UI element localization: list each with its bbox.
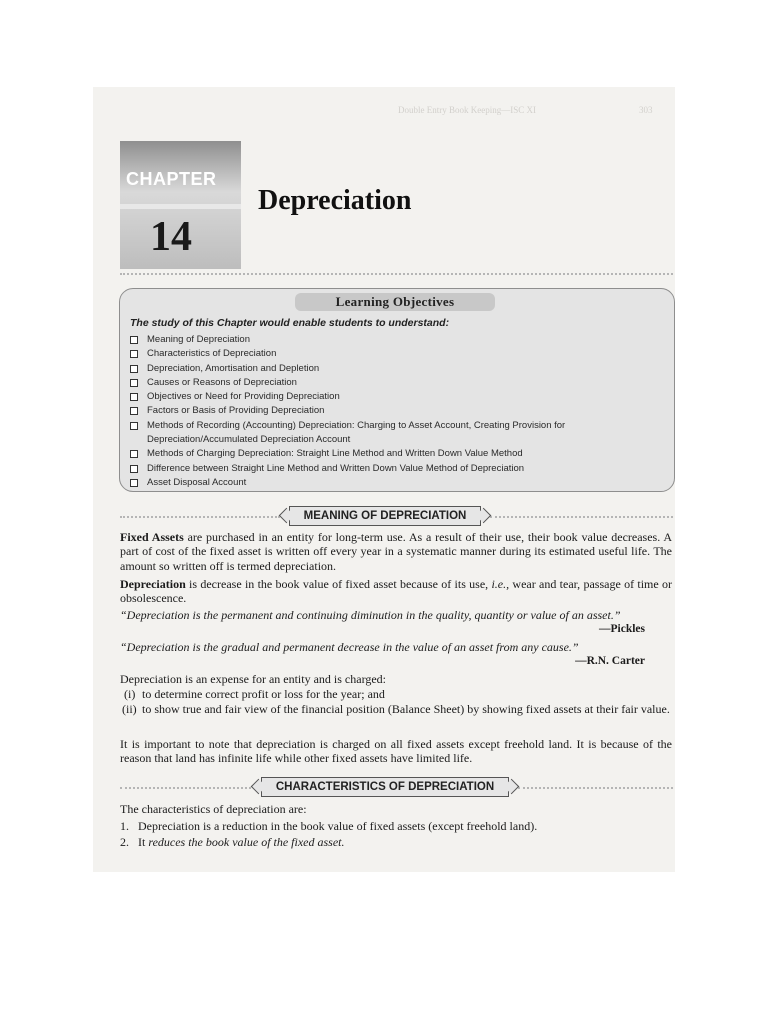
list-item: Methods of Recording (Accounting) Depreciation: Charging to Asset Account, Creating Provision for Depreciation/Accumulated Depreciation Account — [130, 419, 666, 448]
checkbox-icon — [130, 479, 138, 487]
checkbox-icon — [130, 422, 138, 430]
learning-objectives-heading: Learning Objectives — [295, 293, 495, 311]
scanned-page — [93, 87, 675, 872]
checkbox-icon — [130, 465, 138, 473]
checkbox-icon — [130, 393, 138, 401]
list-item: Factors or Basis of Providing Depreciation — [130, 404, 666, 418]
checkbox-icon — [130, 450, 138, 458]
bleed-through-page-number: 303 — [639, 105, 653, 115]
section-heading-characteristics: CHARACTERISTICS OF DEPRECIATION — [261, 777, 509, 797]
list-item: 1. Depreciation is a reduction in the book value of fixed assets (except freehold land). — [120, 819, 538, 833]
list-item: Meaning of Depreciation — [130, 333, 666, 347]
chapter-title: Depreciation — [258, 185, 412, 216]
list-item: Causes or Reasons of Depreciation — [130, 376, 666, 390]
checkbox-icon — [130, 365, 138, 373]
dotted-divider — [490, 516, 673, 518]
list-item: Depreciation, Amortisation and Depletion — [130, 362, 666, 376]
paragraph-characteristics-intro: The characteristics of depreciation are: — [120, 802, 307, 816]
list-item: 2. It reduces the book value of the fixed asset. — [120, 835, 345, 849]
list-item: Difference between Straight Line Method and Written Down Value Method of Depreciation — [130, 462, 666, 476]
quote-author-carter: —R.N. Carter — [575, 655, 645, 667]
quote-carter: “Depreciation is the gradual and permanent decrease in the value of an asset from any cause.” — [120, 640, 579, 654]
list-item: Characteristics of Depreciation — [130, 347, 666, 361]
list-item: (ii) to show true and fair view of the financial position (Balance Sheet) by showing fixed assets at their fair value. — [122, 702, 670, 716]
paragraph-depreciation-definition: Depreciation is decrease in the book value of fixed asset because of its use, i.e., wear and tear, passage of time or obsolescence. — [120, 577, 672, 606]
checkbox-icon — [130, 407, 138, 415]
dotted-divider — [518, 787, 673, 789]
dotted-divider — [120, 787, 251, 789]
learning-objectives-intro: The study of this Chapter would enable students to understand: — [130, 317, 450, 329]
paragraph-fixed-assets: Fixed Assets are purchased in an entity for long-term use. As a result of their use, their book value decreases. A part of cost of the fixed asset is written off every year in a systematic manner during its estimated useful life. The amount so written off is termed depreciation. — [120, 530, 672, 573]
paragraph-freehold-land: It is important to note that depreciation is charged on all fixed assets except freehold land. It is because of the reason that land has infinite life while other fixed assets have limited life. — [120, 737, 672, 766]
bleed-through-running-head: Double Entry Book Keeping—ISC XI — [398, 105, 536, 115]
checkbox-icon — [130, 379, 138, 387]
quote-author-pickles: —Pickles — [599, 623, 645, 635]
chapter-badge — [120, 141, 241, 269]
list-item: (i) to determine correct profit or loss for the year; and — [124, 687, 385, 701]
dotted-divider — [120, 273, 673, 275]
section-heading-meaning: MEANING OF DEPRECIATION — [289, 506, 481, 526]
learning-objectives-list — [130, 333, 666, 490]
chapter-word: CHAPTER — [126, 169, 217, 189]
list-item: Asset Disposal Account — [130, 476, 666, 490]
checkbox-icon — [130, 350, 138, 358]
chapter-badge-band — [120, 204, 241, 209]
quote-pickles: “Depreciation is the permanent and continuing diminution in the quality, quantity or value of an asset.” — [120, 608, 621, 622]
chapter-number: 14 — [150, 214, 192, 260]
paragraph-expense: Depreciation is an expense for an entity and is charged: — [120, 672, 387, 686]
list-item: Methods of Charging Depreciation: Straight Line Method and Written Down Value Method — [130, 447, 666, 461]
learning-objectives-box — [119, 288, 675, 492]
list-item: Objectives or Need for Providing Depreciation — [130, 390, 666, 404]
checkbox-icon — [130, 336, 138, 344]
dotted-divider — [120, 516, 280, 518]
